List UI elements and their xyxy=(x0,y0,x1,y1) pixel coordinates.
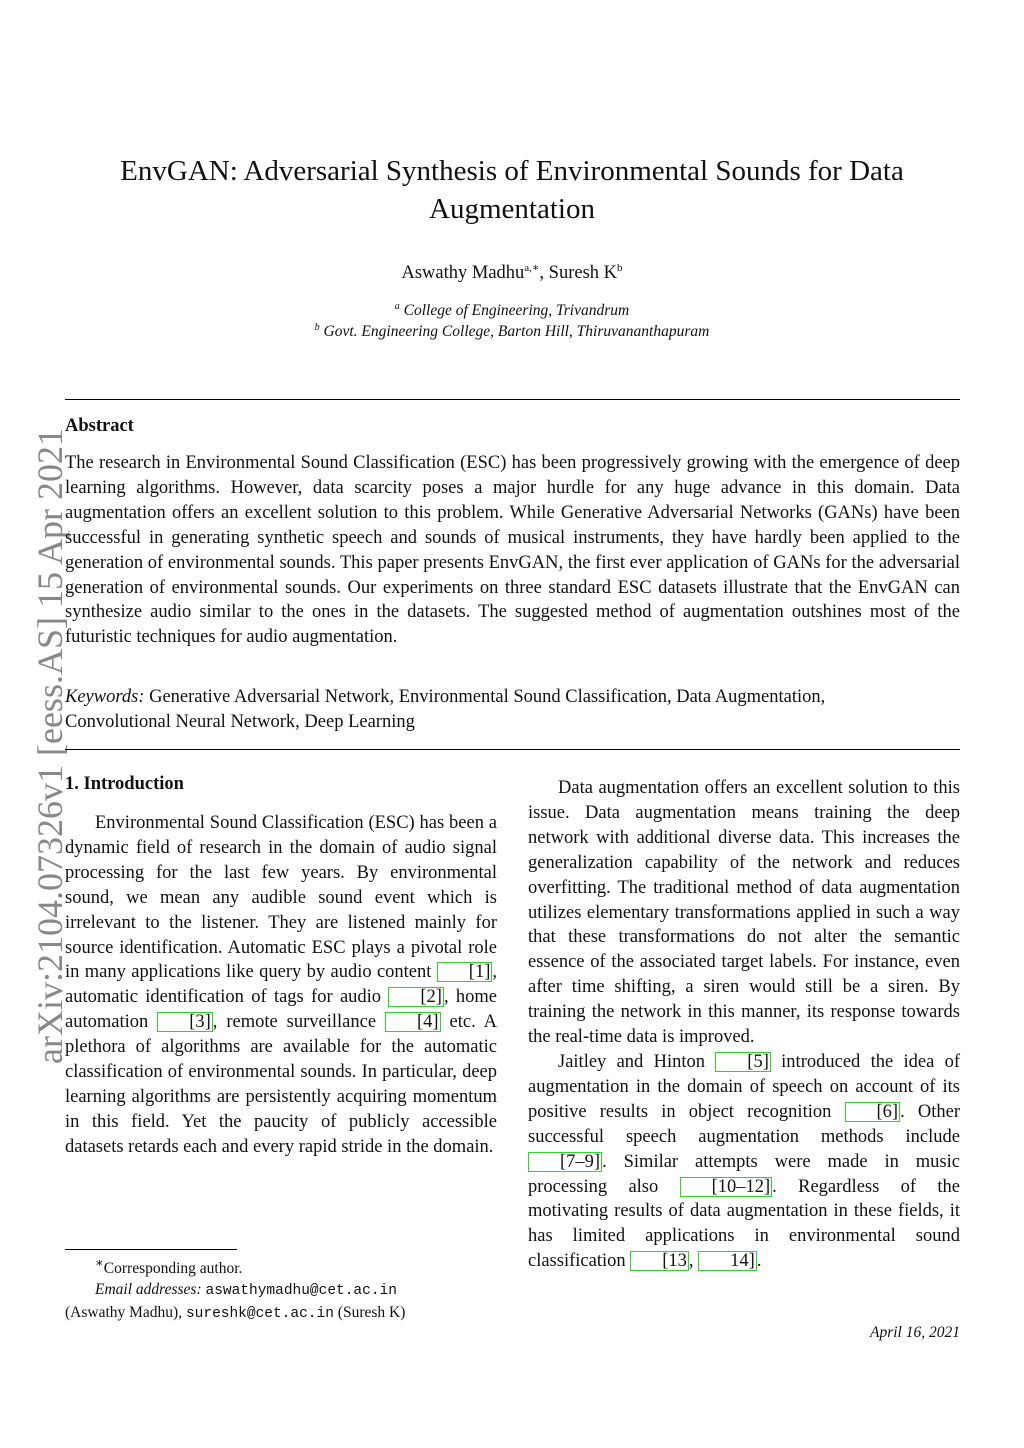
keywords-label: Keywords: xyxy=(65,687,145,707)
affiliation-mark: b xyxy=(314,322,320,333)
citation-link[interactable]: [5] xyxy=(715,1052,771,1072)
paragraph-text: Environmental Sound Classification (ESC) has been a dynamic field of research in the domain of audio signal processing for the last few years. By environmental sound, we mean any audible sound event which is irrelevant to the listener. They are listened mainly for source identification. Automatic ESC plays a pivotal role in many applications like query by audio content xyxy=(65,813,497,983)
citation-link[interactable]: 14] xyxy=(698,1251,757,1271)
affiliation-text: Govt. Engineering College, Barton Hill, Thiruvananthapuram xyxy=(319,323,710,341)
paragraph-text: . xyxy=(756,1251,762,1272)
author-name: Suresh K xyxy=(548,263,618,284)
affiliation-b xyxy=(60,317,964,343)
affiliation-mark: a xyxy=(394,301,400,312)
email-link[interactable]: aswathymadhu@cet.ac.in xyxy=(205,1283,397,1300)
citation-separator: , xyxy=(688,1251,699,1272)
email-link[interactable]: sureshk@cet.ac.in xyxy=(185,1306,334,1323)
citation-link[interactable]: [6] xyxy=(845,1102,901,1122)
right-column xyxy=(528,776,960,1274)
author-affiliation-mark: b xyxy=(617,262,623,274)
paragraph-text: introduced the idea of augmentation in the domain of speech on account of its positive results in object recognition xyxy=(528,1051,960,1122)
paper-title xyxy=(60,152,964,228)
author-separator: , xyxy=(539,263,549,284)
section-heading: 1. Introduction xyxy=(65,774,184,794)
citation-link[interactable]: [13 xyxy=(630,1251,689,1271)
footnote-corresponding xyxy=(65,1252,497,1279)
paragraph-text: etc. A plethora of algorithms are available for the automatic classification of environmental sounds. In particular, deep learning algorithms are persistently acquiring momentum in this field. Yet the paucity of publicly accessible datasets retards each and every rapid stride in the domain. xyxy=(65,1012,497,1157)
keywords-text: Generative Adversarial Network, Environmental Sound Classification, Data Augmentation, Convolutional Neural Network, Deep Learning xyxy=(65,687,826,732)
abstract-heading: Abstract xyxy=(65,416,134,436)
paragraph-text: Jaitley and Hinton xyxy=(558,1051,716,1072)
citation-link[interactable]: [1] xyxy=(437,962,493,982)
abstract-bottom-rule xyxy=(65,749,960,750)
footnote xyxy=(65,1252,497,1325)
author-list xyxy=(60,256,964,285)
citation-link[interactable]: [7–9] xyxy=(528,1152,602,1172)
author-affiliation-mark: a,∗ xyxy=(524,262,540,274)
paragraph-text: . Similar attempts were made in music processing also xyxy=(528,1151,960,1197)
title-line-1: EnvGAN: Adversarial Synthesis of Environmental Sounds for Data xyxy=(120,155,904,187)
paragraph-text: , remote surveillance xyxy=(212,1012,385,1033)
preprint-date: April 16, 2021 xyxy=(870,1324,960,1341)
affiliation-text: College of Engineering, Trivandrum xyxy=(399,302,630,320)
author-name: Aswathy Madhu xyxy=(401,263,525,284)
keywords xyxy=(65,685,845,735)
footnote-text: Corresponding author. xyxy=(103,1260,243,1278)
intro-paragraph-2: Data augmentation offers an excellent solution to this issue. Data augmentation means training the deep network with additional diverse data. This increases the generalization capability of the network and reduces overfitting. The traditional method of data augmentation utilizes elementary transformations applied in such a way that these transformations do not alter the semantic essence of the associated target labels. For instance, even after time shifting, a siren would still be a siren. By training the network in this manner, its response towards the real-time data is improved. xyxy=(528,778,960,1048)
paragraph-text: , home automation xyxy=(65,987,497,1033)
citation-link[interactable]: [2] xyxy=(388,987,444,1007)
footnote-mark: ∗ xyxy=(95,1255,104,1270)
email-label: Email addresses: xyxy=(95,1281,202,1299)
citation-link[interactable]: [10–12] xyxy=(680,1177,773,1197)
citation-link[interactable]: [3] xyxy=(157,1012,213,1032)
footnote-email-line-2 xyxy=(65,1302,497,1325)
citation-link[interactable]: [4] xyxy=(385,1012,441,1032)
title-line-2: Augmentation xyxy=(429,193,595,225)
arxiv-stamp: arXiv:2104.07326v1 [eess.AS] 15 Apr 2021 xyxy=(30,428,70,1064)
abstract-top-rule xyxy=(65,399,960,400)
footnote-email-line xyxy=(65,1279,497,1302)
paragraph-text: , automatic identification of tags for audio xyxy=(65,962,497,1008)
footnote-rule xyxy=(65,1249,237,1250)
intro-paragraph-1 xyxy=(65,811,497,1160)
intro-paragraph-3 xyxy=(528,1050,960,1274)
footnote-name: (Aswathy Madhu), xyxy=(65,1304,183,1322)
footnote-name: (Suresh K) xyxy=(337,1304,406,1322)
paragraph-text: . Other successful speech augmentation methods include xyxy=(528,1101,960,1147)
left-column xyxy=(65,811,497,1160)
paragraph-text: . Regardless of the motivating results of data augmentation in these fields, it has limited applications in environmental sound classification xyxy=(528,1176,960,1272)
abstract-text: The research in Environmental Sound Classification (ESC) has been progressively growing with the emergence of deep learning algorithms. However, data scarcity poses a major hurdle for any huge advance in this domain. Data augmentation offers an excellent solution to this problem. While Generative Adversarial Networks (GANs) have been successful in generating synthetic speech and sounds of musical instruments, they have hardly been applied to the generation of environmental sounds. This paper presents EnvGAN, the first ever application of GANs for the adversarial generation of environmental sounds. Our experiments on three standard ESC datasets illustrate that the EnvGAN can synthesize audio similar to the ones in the datasets. The suggested method of augmentation outshines most of the futuristic techniques for audio augmentation. xyxy=(65,453,960,648)
